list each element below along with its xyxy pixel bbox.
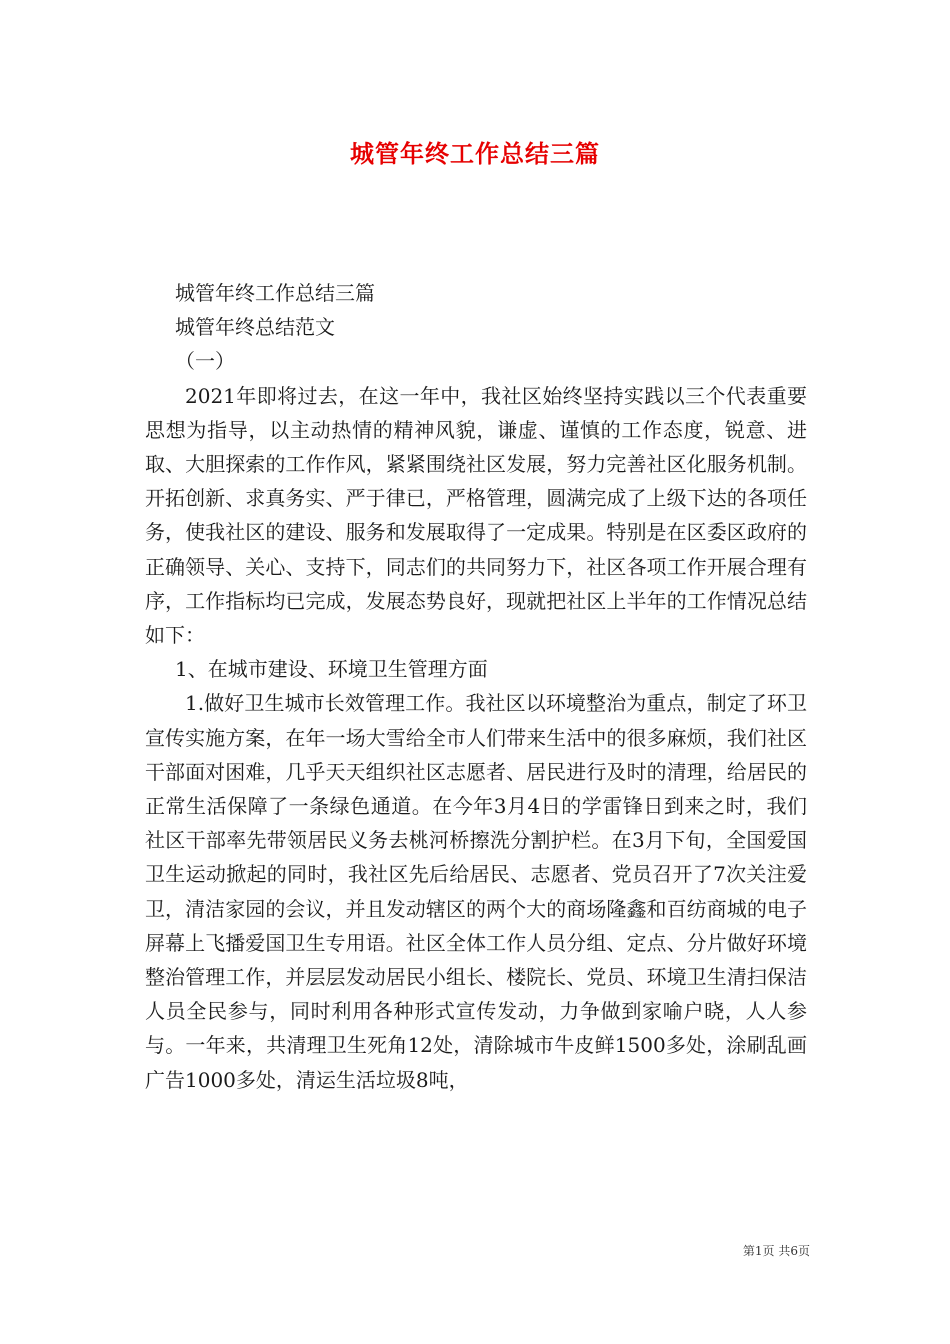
document-subheading: 城管年终总结范文 bbox=[175, 315, 335, 340]
section-heading: 1、在城市建设、环境卫生管理方面 bbox=[175, 657, 488, 682]
paragraph-sanitation: 1.做好卫生城市长效管理工作。我社区以环境整治为重点，制定了环卫宣传实施方案，在年一场大雪给全市人们带来生活中的很多麻烦，我们社区干部面对困难，几乎天天组织社区志愿者、居民进行及时的清理，给居民的正常生活保障了一条绿色通道。在今年3月4日的学雷锋日到来之时，我们社区干部率先带领居民义务去桃河桥擦洗分割护栏。在3月下旬，全国爱国卫生运动掀起的同时，我社区先后给居民、志愿者、党员召开了7次关注爱卫，清洁家园的会议，并且发动辖区的两个大的商场隆鑫和百纺商城的电子屏幕上飞播爱国卫生专用语。社区全体工作人员分组、定点、分片做好环境整治管理工作，并层层发动居民小组长、楼院长、党员、环境卫生清扫保洁人员全民参与，同时利用各种形式宣传发动，力争做到家喻户晓，人人参与。一年来，共清理卫生死角12处，清除城市牛皮鲜1500多处，涂刷乱画广告1000多处，清运生活垃圾8吨， bbox=[145, 691, 807, 1092]
section-marker: （一） bbox=[175, 349, 235, 374]
document-body bbox=[145, 276, 807, 1097]
page-title: 城管年终工作总结三篇 bbox=[350, 139, 600, 168]
page-footer: 第1页 共6页 bbox=[742, 1244, 810, 1258]
paragraph-intro: 2021年即将过去，在这一年中，我社区始终坚持实践以三个代表重要思想为指导，以主动热情的精神风貌，谦虚、谨慎的工作态度，锐意、进取、大胆探索的工作作风，紧紧围绕社区发展，努力完善社区化服务机制。开拓创新、求真务实、严于律已，严格管理，圆满完成了上级下达的各项任务，使我社区的建设、服务和发展取得了一定成果。特别是在区委区政府的正确领导、关心、支持下，同志们的共同努力下，社区各项工作开展合理有序，工作指标均已完成，发展态势良好，现就把社区上半年的工作情况总结如下： bbox=[145, 383, 807, 648]
document-heading: 城管年终工作总结三篇 bbox=[175, 281, 375, 305]
